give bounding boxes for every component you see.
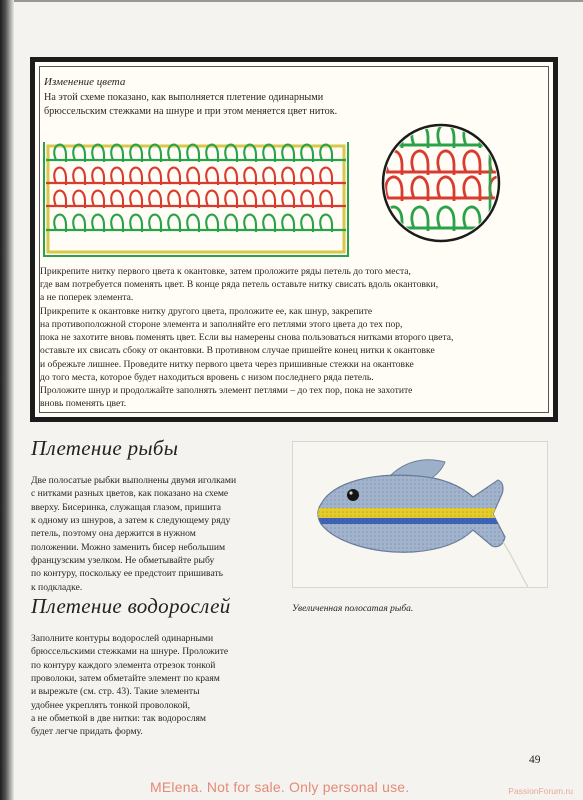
seaweed-line: а не обметкой в две нитки: так водорослям [31,712,206,724]
panel-body [40,265,546,411]
lace-fish-illustration [293,442,547,587]
stitch-zoom-circle [378,110,504,256]
thread-tail [503,542,528,587]
seaweed-paragraph [31,632,291,739]
fish-line: петель, поэтому она держится в нужном [31,528,196,540]
seaweed-line: по контуру каждого элемента отрезок тонкой [31,659,216,671]
seaweed-line: брюссельскими стежками на шнуре. Проложите [31,646,229,658]
seaweed-line: и вырежьте (см. стр. 43). Такие элементы [31,686,200,698]
panel-body-line: и обрежьте лишнее. Проведите нитку первого цвета через пришивные стежки на окантовке [40,358,414,370]
panel-body-line: Прикрепите к окантовке нитку другого цвета, проложите ее, как шнур, закрепите [40,305,373,317]
fish-line: по контуру, поскольку ее предстоит пришивать [31,568,224,580]
panel-body-line: на противоположной стороне элемента и заполняйте его петлями этого цвета до тех пор, [40,318,403,330]
fish-line: вверху. Бисеринка, служащая глазом, пришита [31,501,221,513]
seaweed-line: Заполните контуры водорослей одинарными [31,633,214,644]
page-number: 49 [529,754,541,766]
fish-eye-bead [347,489,359,501]
seaweed-line: будет легче придать форму. [31,726,143,738]
panel-body-line: вновь поменять цвет. [40,398,127,410]
panel-body-line: оставьте их свисать сбоку от окантовки. В противном случае пришейте конец нитки к окантовке [40,345,435,357]
fish-line: с нитками разных цветов, как показано на схеме [31,488,229,500]
page-top-edge [14,0,583,2]
panel-body-line: пока не захотите вновь поменять цвет. Если вы намерены снова пользоваться нитками второго цвета, [40,332,454,344]
seaweed-line: удобнее укреплять тонкой проволокой, [31,699,191,711]
stitch-diagram [42,138,352,258]
fish-line: французским узелком. Не обметывайте рыбу [31,554,215,566]
fish-heading: Плетение рыбы [31,436,179,460]
panel-title: Изменение цвета [44,76,126,88]
fish-line: положении. Можно заменить бисер небольшим [31,541,226,553]
panel-body-line: Прикрепите нитку первого цвета к окантовке, затем проложите ряды петель до того места, [40,266,411,277]
panel-intro: На этой схеме показано, как выполняется плетение одинарными брюссельским стежками на шнуре и при этом меняется цвет ниток. [44,92,338,118]
photo-caption: Увеличенная полосатая рыба. [292,604,414,614]
panel-body-line: где вам потребуется поменять цвет. В конце ряда петель оставьте нитку свисать вдоль окантовки, [40,279,439,291]
fish-line: Две полосатые рыбки выполнены двумя иголками [31,475,237,486]
watermark-text: MElena. Not for sale. Only personal use. [150,779,410,795]
book-spine-shadow [0,0,14,800]
seaweed-line: проволоки, затем обметайте элемент по краям [31,672,220,684]
fish-paragraph [31,474,291,594]
fish-photo [292,441,548,588]
panel-body-line: Проложите шнур и продолжайте заполнять элемент петлями – до тех пор, пока не захотите [40,385,413,397]
panel-body-line: до того места, которое будет находиться вровень с низом последнего ряда петель. [40,371,374,383]
fish-line: к одному из шнуров, а затем к следующему ряду [31,514,231,526]
fish-line: к подкладке. [31,581,83,593]
forum-watermark: PassionForum.ru [508,786,573,796]
seaweed-heading: Плетение водорослей [31,594,231,618]
panel-body-line: а не поперек элемента. [40,292,134,304]
